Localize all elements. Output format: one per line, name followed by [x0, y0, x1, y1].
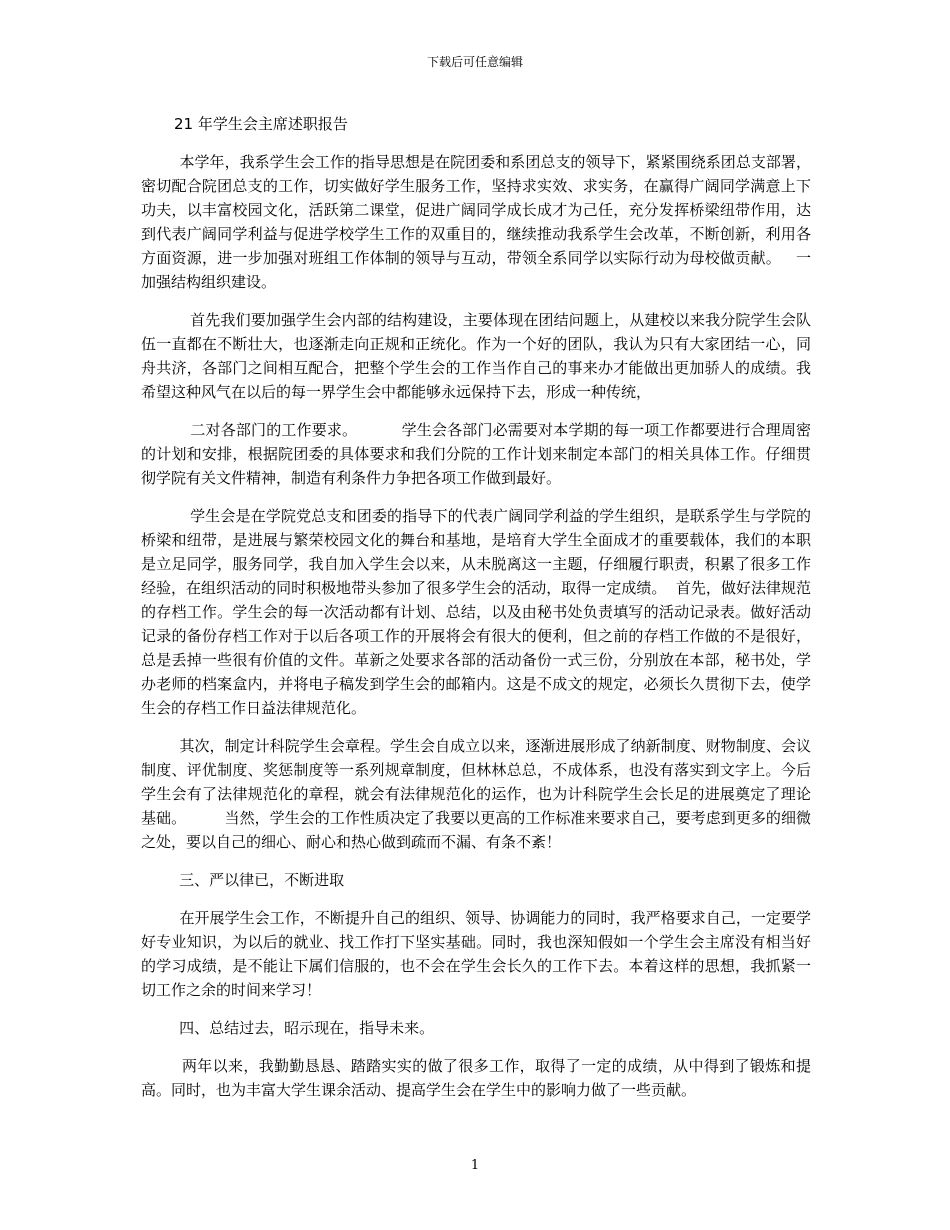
document-body	[141, 112, 811, 1116]
page-header: 下载后可任意编辑	[426, 55, 523, 69]
paragraph-5: 其次，制定计科院学生会章程。学生会自成立以来，逐渐进展形成了纳新制度、财物制度、会议制度、评优制度、奖惩制度等一系列规章制度，但林林总总，不成体系，也没有落实到文字上。今后学生会有了法律规范化的章程，就会有法律规范化的运作，也为计科院学生会长足的进展奠定了理论基础。 当然，学生会的工作性质决定了我要以更高的工作标准来要求自己，要考虑到更多的细微之处，要以自己的细心、耐心和热心做到疏而不漏、有条不紊！	[141, 737, 811, 851]
paragraph-2: 首先我们要加强学生会内部的结构建设，主要体现在团结问题上，从建校以来我分院学生会队伍一直都在不断壮大，也逐渐走向正规和正统化。作为一个好的团队，我认为只有大家团结一心，同舟共济，各部门之间相互配合，把整个学生会的工作当作自己的事来办才能做出更加骄人的成绩。我希望这种风气在以后的每一界学生会中都能够永远保持下去，形成一种传统，	[141, 311, 811, 401]
section-heading-3: 三、严以律已，不断进取	[141, 871, 345, 889]
document-title-text: 21 年学生会主席述职报告	[174, 115, 348, 133]
paragraph-3: 二对各部门的工作要求。 学生会各部门必需要对本学期的每一项工作都要进行合理周密的计划和安排，根据院团委的具体要求和我们分院的工作计划来制定本部门的相关具体工作。仔细贯彻学院有关文件精神，制造有利条件力争把各项工作做到最好。	[141, 421, 811, 487]
paragraph-7: 两年以来，我勤勤恳恳、踏踏实实的做了很多工作，取得了一定的成绩，从中得到了锻炼和提高。同时，也为丰富大学生课余活动、提高学生会在学生中的影响力做了一些贡献。	[141, 1057, 811, 1099]
page-number: 1	[470, 1158, 480, 1173]
document-title	[141, 112, 811, 136]
paragraph-1: 本学年，我系学生会工作的指导思想是在院团委和系团总支的领导下，紧紧围绕系团总支部署，密切配合院团总支的工作，切实做好学生服务工作，坚持求实效、求实务，在赢得广阔同学满意上下功夫，以丰富校园文化，活跃第二课堂，促进广阔同学成长成才为己任，充分发挥桥梁纽带作用，达到代表广阔同学利益与促进学校学生工作的双重目的，继续推动我系学生会改革，不断创新，利用各方面资源，进一步加强对班组工作体制的领导与互动，带领全系同学以实际行动为母校做贡献。 一加强结构组织建设。	[141, 153, 811, 291]
paragraph-4: 学生会是在学院党总支和团委的指导下的代表广阔同学利益的学生组织，是联系学生与学院的桥梁和纽带，是进展与繁荣校园文化的舞台和基地，是培育大学生全面成才的重要载体，我们的本职是立足同学，服务同学，我自加入学生会以来，从未脱离这一主题，仔细履行职责，积累了很多工作经验，在组织活动的同时积极地带头参加了很多学生会的活动，取得一定成绩。 首先，做好法律规范的存档工作。学生会的每一次活动都有计划、总结，以及由秘书处负责填写的活动记录表。做好活动记录的备份存档工作对于以后各项工作的开展将会有很大的便利，但之前的存档工作做的不是很好，总是丢掉一些很有价值的文件。革新之处要求各部的活动备份一式三份，分别放在本部，秘书处，学办老师的档案盒内，并将电子稿发到学生会的邮箱内。这是不成文的规定，必须长久贯彻下去，使学生会的存档工作日益法律规范化。	[141, 507, 811, 717]
paragraph-6: 在开展学生会工作，不断提升自己的组织、领导、协调能力的同时，我严格要求自己，一定要学好专业知识，为以后的就业、找工作打下坚实基础。同时，我也深知假如一个学生会主席没有相当好的学习成绩，是不能让下属们信服的，也不会在学生会长久的工作下去。本着这样的思想，我抓紧一切工作之余的时间来学习！	[141, 909, 811, 999]
section-heading-4: 四、总结过去，昭示现在，指导未来。	[141, 1019, 435, 1037]
